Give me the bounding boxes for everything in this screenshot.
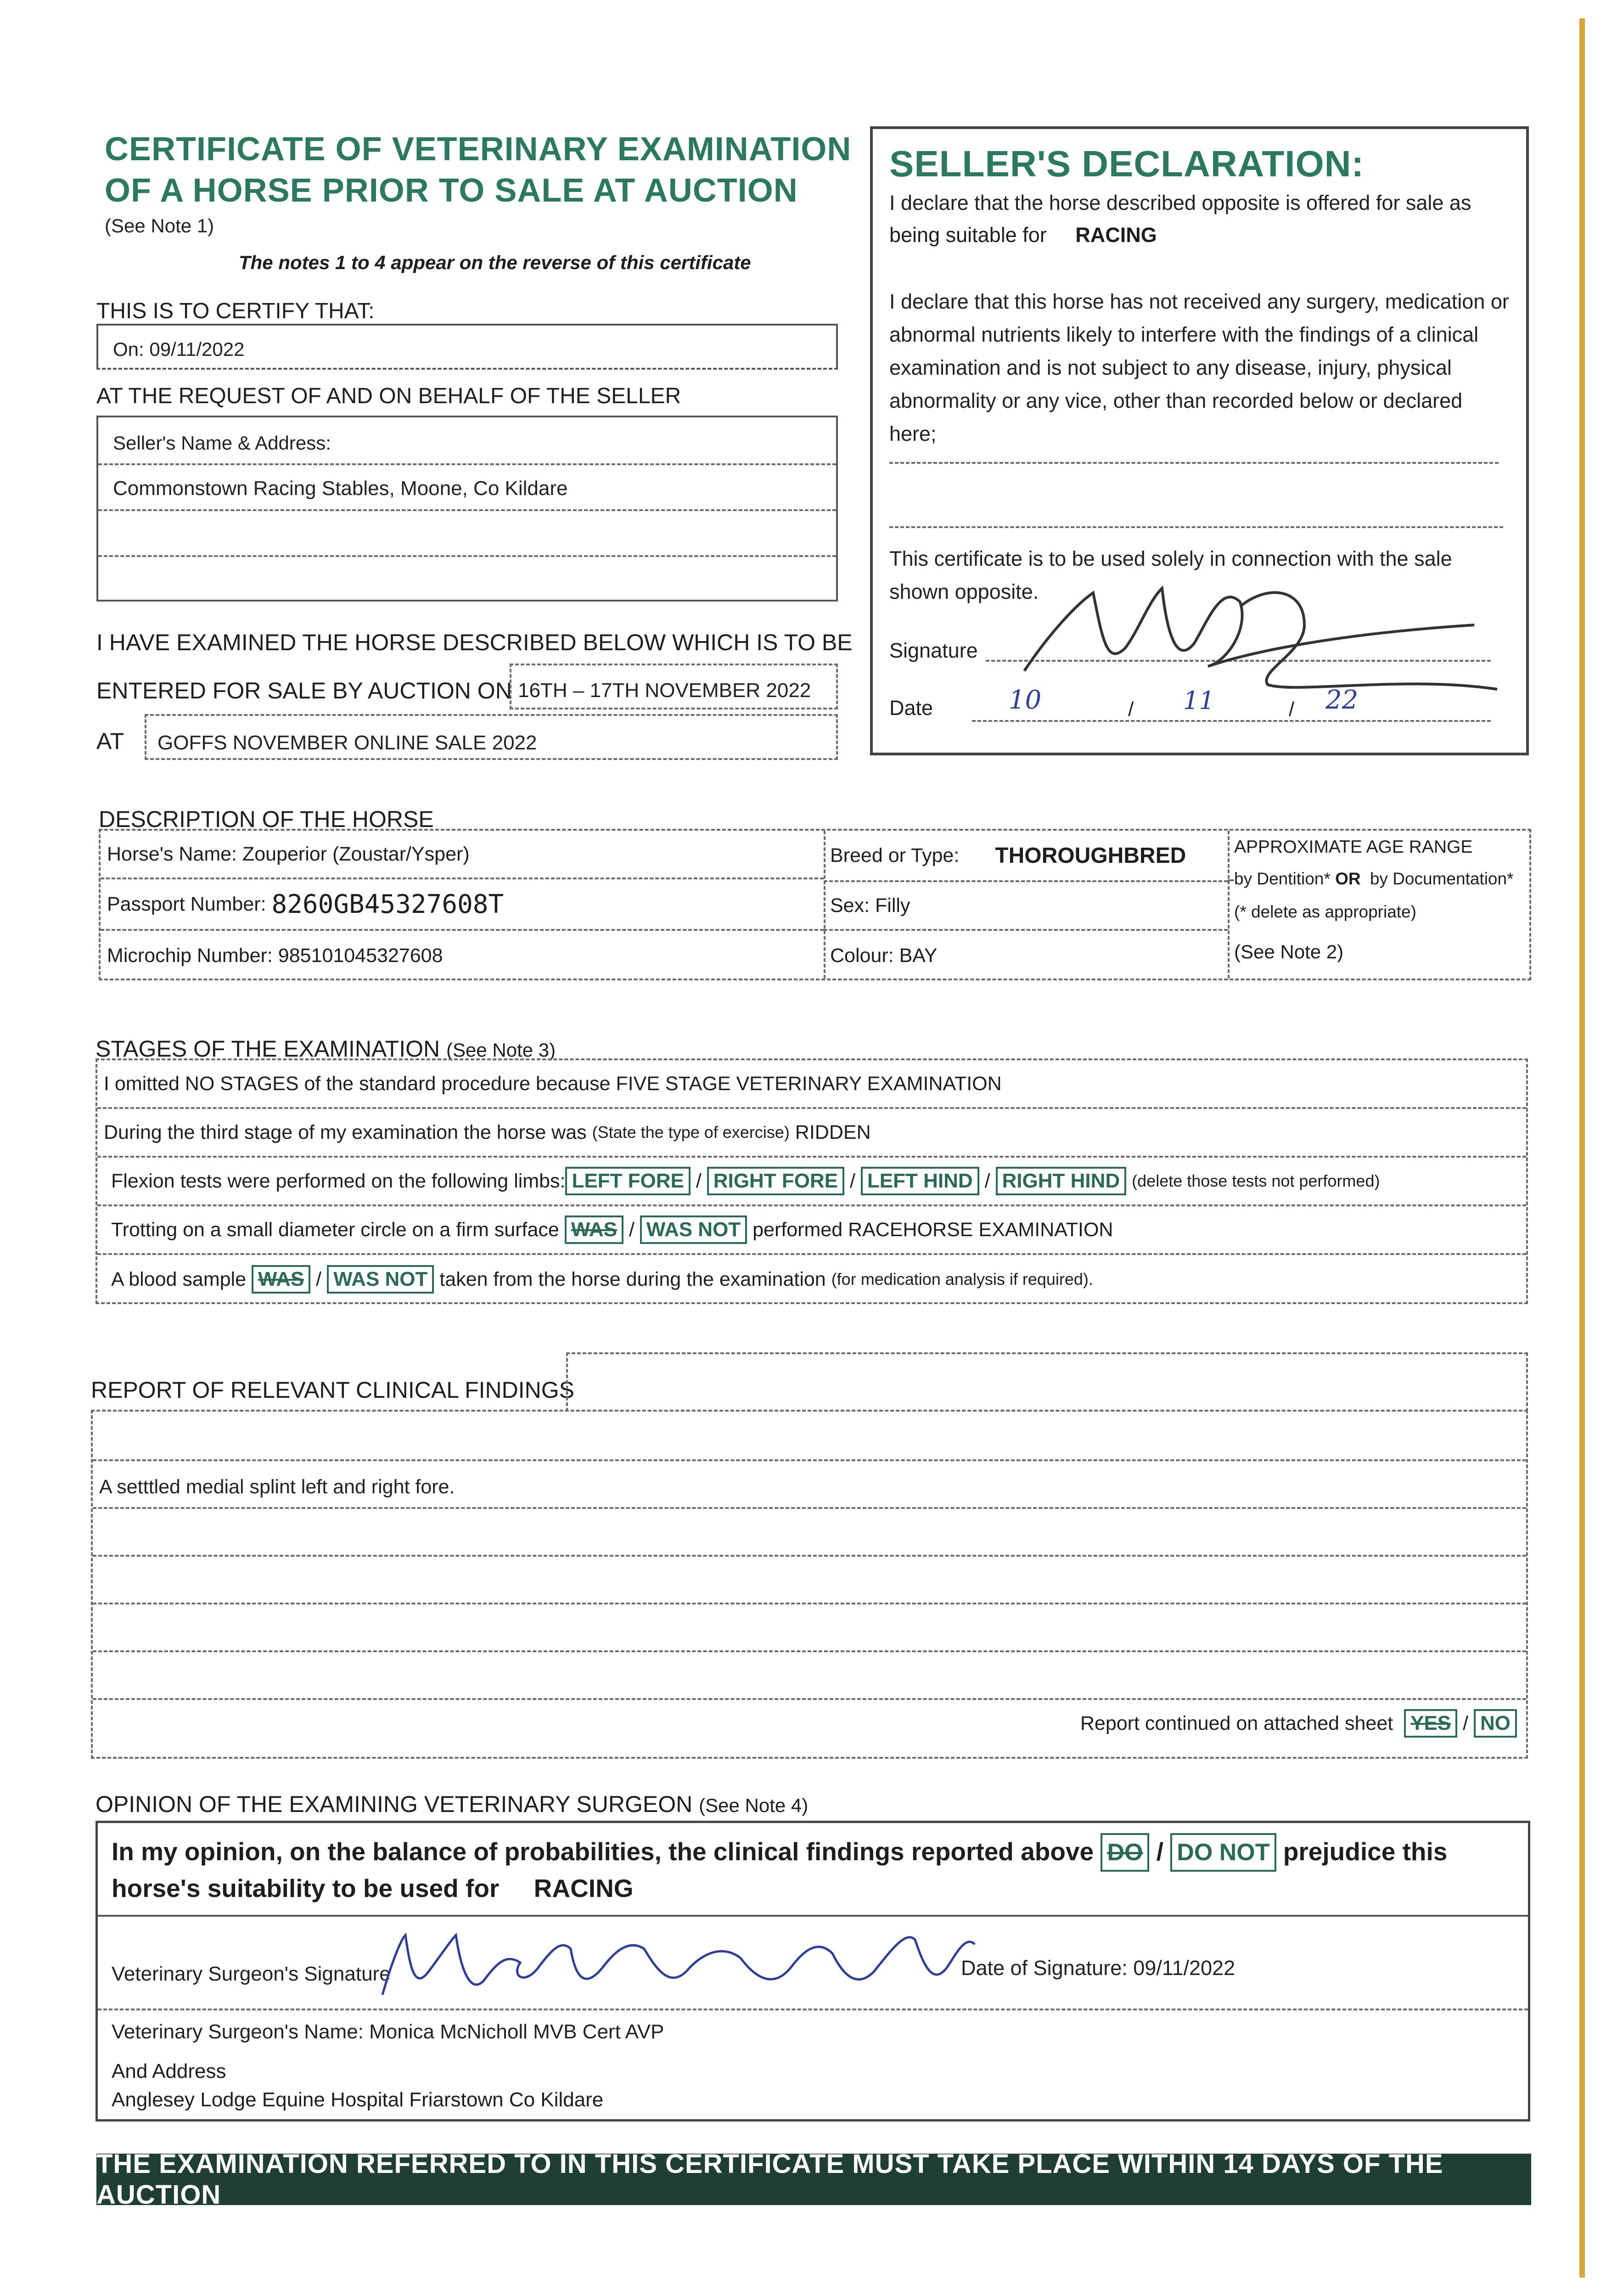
opinion-do-not-option: DO NOT [1170, 1833, 1276, 1872]
stages-heading-text: STAGES OF THE EXAMINATION [95, 1036, 440, 1062]
certificate-title [105, 129, 876, 211]
horse-left-col [101, 831, 826, 979]
report-line-5 [93, 1650, 1526, 1652]
age-or: OR [1335, 869, 1361, 888]
footer-banner [96, 2149, 1531, 2210]
colour-label: Colour: [830, 944, 894, 967]
seller-date-year: 22 [1325, 685, 1359, 715]
report-finding: A setttled medial splint left and right fore. [99, 1476, 455, 1498]
stage-blood-row: A blood sample WAS / WAS NOT taken from the horse during the examination (for medication analysis if required). [97, 1255, 1526, 1304]
stage-omitted-text: I omitted NO STAGES of the standard procedure because [104, 1072, 611, 1095]
suitable-for-label: being suitable for [889, 223, 1047, 247]
horse-name-row [101, 831, 824, 879]
footer-banner-text: THE EXAMINATION REFERRED TO IN THIS CERTIFICATE MUST TAKE PLACE WITHIN 14 DAYS OF THE AUCTION [96, 2149, 1443, 2210]
stages-heading-note: (See Note 3) [446, 1039, 556, 1061]
entered-label: ENTERED FOR SALE BY AUCTION ON [96, 678, 512, 703]
declaration-blank-line-1 [889, 462, 1499, 464]
sex-row [824, 882, 1228, 931]
opinion-heading-text: OPINION OF THE EXAMINING VETERINARY SURGEON [95, 1791, 693, 1817]
stage-third-value: RIDDEN [795, 1121, 871, 1143]
passport-value: 8260GB45327608T [271, 889, 504, 919]
at-label: AT [96, 728, 124, 754]
passport-label: Passport Number: [107, 893, 266, 915]
blood-note: (for medication analysis if required). [831, 1270, 1093, 1289]
stages-table [95, 1058, 1528, 1304]
stage-third-text: During the third stage of my examination the horse was [104, 1121, 587, 1143]
vet-address-block [112, 2057, 603, 2114]
opinion-text-2: prejudice this [1283, 1837, 1448, 1866]
trotting-was-not-option: WAS NOT [640, 1216, 747, 1244]
opinion-text-1: In my opinion, on the balance of probabilities, the clinical findings reported above [112, 1837, 1094, 1866]
vet-signature-image [373, 1921, 998, 2004]
horse-name-value: Zouperior (Zoustar/Ysper) [242, 843, 470, 865]
report-finding-line [93, 1459, 1526, 1509]
declaration-usage-note: This certificate is to be used solely in connection with the sale shown opposite. [889, 547, 1452, 603]
seller-date-month: 11 [1183, 686, 1215, 715]
seller-value-line [98, 463, 836, 511]
sex-value: Filly [875, 894, 910, 917]
seller-date-row [889, 685, 1491, 728]
seller-label-line [98, 417, 836, 465]
declaration-line-1: I declare that the horse described opposite is offered for sale as [889, 191, 1471, 214]
flexion-left-hind: LEFT HIND [861, 1167, 979, 1195]
exam-date: On: 09/11/2022 [113, 338, 245, 360]
declaration-blank-line-2 [889, 526, 1503, 528]
age-by-documentation: by Documentation* [1370, 869, 1514, 888]
horse-heading: DESCRIPTION OF THE HORSE [99, 806, 434, 832]
flexion-right-fore: RIGHT FORE [707, 1167, 844, 1195]
age-heading: APPROXIMATE AGE RANGE [1234, 837, 1473, 857]
report-lines [91, 1410, 1528, 1759]
seller-signature-label: Signature [889, 639, 978, 662]
sale-name: GOFFS NOVEMBER ONLINE SALE 2022 [157, 732, 537, 754]
breed-label: Breed or Type: [830, 844, 960, 867]
age-range-col [1228, 831, 1529, 979]
age-line-2 [1234, 869, 1513, 889]
age-line-3: (* delete as appropriate) [1234, 902, 1416, 921]
report-continued: Report continued on attached sheet YES / NO [1080, 1709, 1517, 1738]
vet-name: Veterinary Surgeon's Name: Monica McNicholl MVB Cert AVP [112, 2020, 664, 2043]
trotting-after: performed RACEHORSE EXAMINATION [753, 1218, 1113, 1241]
auction-date: 16TH – 17TH NOVEMBER 2022 [518, 679, 811, 702]
report-continued-label: Report continued on attached sheet [1080, 1712, 1393, 1734]
breed-value: THOROUGHBRED [995, 843, 1186, 868]
horse-name-label: Horse's Name: [107, 843, 237, 865]
vet-name-row [98, 2007, 1528, 2053]
age-by-dentition: by Dentition* [1234, 869, 1331, 888]
binding-stripe [1579, 18, 1585, 2278]
flexion-note: (delete those tests not performed) [1132, 1171, 1380, 1190]
age-see-note: (See Note 2) [1234, 941, 1344, 962]
seller-declaration-box [870, 126, 1529, 755]
certify-heading: THIS IS TO CERTIFY THAT: [96, 299, 375, 323]
vet-address-value: Anglesey Lodge Equine Hospital Friarstown Co Kildare [112, 2088, 604, 2111]
microchip-label: Microchip Number: [107, 944, 273, 967]
seller-date-day: 10 [1009, 685, 1042, 715]
report-heading-cell [566, 1352, 1528, 1412]
colour-row [824, 931, 1228, 980]
seller-date-label: Date [889, 696, 933, 720]
blood-was-option: WAS [252, 1265, 310, 1294]
stage-omitted-row [97, 1060, 1526, 1109]
trotting-text: Trotting on a small diameter circle on a firm surface [111, 1218, 559, 1241]
seller-value: Commonstown Racing Stables, Moone, Co Kildare [113, 477, 568, 500]
title-line-1: CERTIFICATE OF VETERINARY EXAMINATION [105, 131, 852, 168]
trotting-was-option: WAS [565, 1216, 623, 1244]
stage-omitted-value: FIVE STAGE VETERINARY EXAMINATION [616, 1072, 1002, 1095]
opinion-text-3: horse's suitability to be used for [112, 1874, 500, 1902]
seller-date-sep-2: / [1289, 698, 1295, 720]
horse-mid-col [824, 831, 1230, 979]
seller-date-sep-1: / [1128, 698, 1134, 720]
opinion-heading-note: (See Note 4) [699, 1795, 809, 1816]
sex-label: Sex: [830, 894, 870, 917]
stage-flexion-row: Flexion tests were performed on the following limbs: LEFT FORE / RIGHT FORE / LEFT HIND / RIGHT HIND (delete those tests not performed) [97, 1158, 1526, 1206]
report-line-3 [93, 1555, 1526, 1557]
microchip-row [101, 931, 824, 980]
request-heading: AT THE REQUEST OF AND ON BEHALF OF THE SELLER [96, 384, 681, 408]
report-no-option: NO [1474, 1709, 1517, 1738]
seller-box [96, 416, 838, 602]
flexion-text: Flexion tests were performed on the following limbs: [111, 1170, 566, 1192]
microchip-value: 985101045327608 [278, 944, 443, 967]
report-line-4 [93, 1603, 1526, 1604]
report-heading: REPORT OF RELEVANT CLINICAL FINDINGS [91, 1377, 575, 1403]
report-area [91, 1352, 1528, 1759]
title-see-note: (See Note 1) [105, 215, 214, 236]
seller-label: Seller's Name & Address: [113, 432, 331, 454]
opinion-box [95, 1821, 1530, 2122]
declaration-para-2: I declare that this horse has not received any surgery, medication or abnormal nutrients likely to interfere with the findings of a clinical examination and is not subject to any disease, injury, physical abnormality or any vice, other than recorded below or declared here; [889, 290, 1509, 445]
opinion-statement: In my opinion, on the balance of probabilities, the clinical findings reported above DO / DO NOT prejudice this horse's suitability to be used for RACING [112, 1833, 1512, 1905]
opinion-heading [95, 1791, 808, 1818]
flexion-right-hind: RIGHT HIND [996, 1167, 1127, 1195]
vet-address-label: And Address [112, 2060, 226, 2082]
auction-date-box [510, 664, 838, 709]
blood-after: taken from the horse during the examination [439, 1268, 826, 1290]
horse-table [99, 829, 1531, 980]
seller-signature-image [1011, 574, 1506, 694]
declaration-line-2 [889, 223, 1157, 247]
blood-was-not-option: WAS NOT [327, 1265, 434, 1294]
stage-third-hint: (State the type of exercise) [592, 1123, 790, 1142]
vet-signature-date: Date of Signature: 09/11/2022 [961, 1956, 1236, 1980]
sale-name-box [145, 714, 838, 760]
breed-row [824, 831, 1228, 882]
report-yes-option: YES [1404, 1709, 1457, 1738]
exam-date-box [96, 324, 838, 370]
passport-row [101, 879, 824, 931]
report-line-6 [93, 1698, 1526, 1700]
age-line-2-rule [1228, 879, 1234, 881]
stage-third-row [97, 1109, 1526, 1158]
title-line-2: OF A HORSE PRIOR TO SALE AT AUCTION [105, 172, 798, 209]
declaration-heading: SELLER'S DECLARATION: [889, 143, 1365, 184]
seller-blank-line [98, 509, 836, 557]
opinion-do-option: DO [1101, 1833, 1149, 1872]
blood-text: A blood sample [111, 1268, 247, 1290]
vet-signature-label: Veterinary Surgeon's Signature [112, 1963, 391, 1985]
examined-heading: I HAVE EXAMINED THE HORSE DESCRIBED BELOW WHICH IS TO BE [96, 630, 853, 655]
seller-date-line [972, 720, 1491, 722]
opinion-signature-row [98, 1915, 1528, 2010]
opinion-use: RACING [534, 1874, 634, 1902]
stage-trotting-row: Trotting on a small diameter circle on a firm surface WAS / WAS NOT performed RACEHORSE EXAMINATION [97, 1206, 1526, 1255]
flexion-left-fore: LEFT FORE [565, 1167, 690, 1195]
suitable-for-value: RACING [1075, 223, 1157, 247]
colour-value: BAY [899, 944, 938, 967]
notes-reference: The notes 1 to 4 appear on the reverse of this certificate [239, 252, 751, 273]
